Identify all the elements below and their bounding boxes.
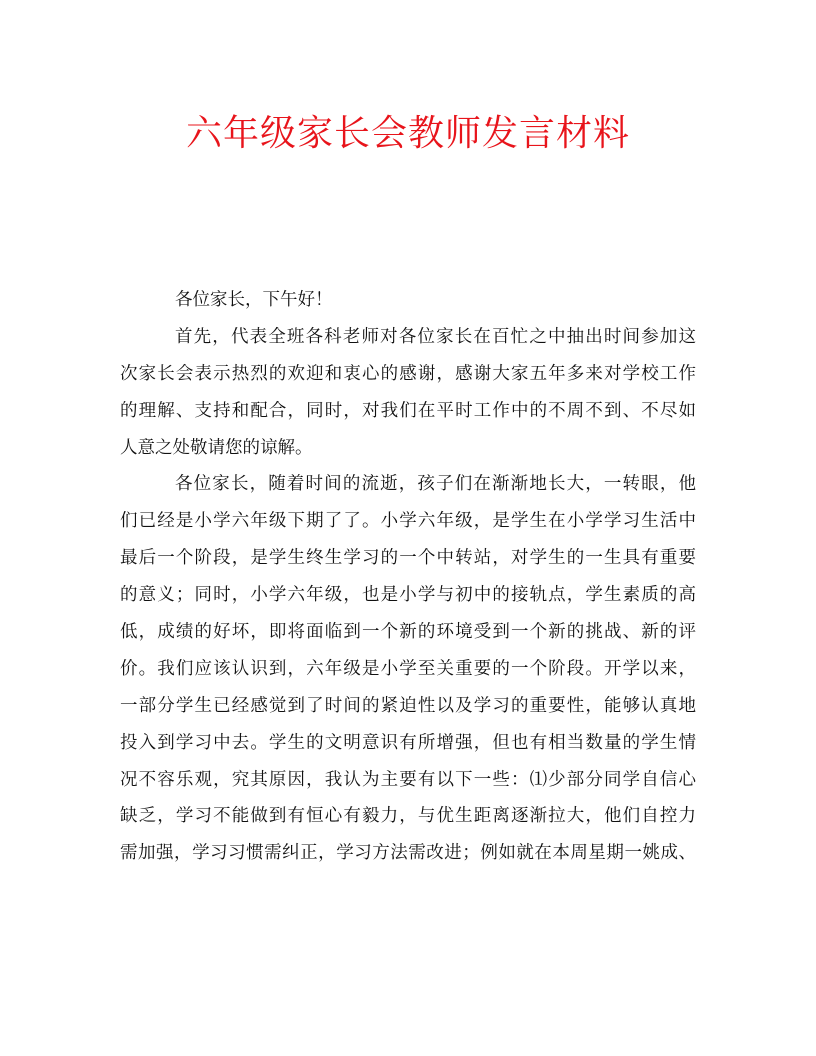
paragraph-line: 投入到学习中去。学生的文明意识有所增强，但也有相当数量的学生情 [120, 732, 696, 753]
paragraph-line: 需加强，学习习惯需纠正，学习方法需改进；例如就在本周星期一姚成、 [120, 843, 696, 864]
paragraph-line: 的意义；同时，小学六年级，也是小学与初中的接轨点，学生素质的高 [120, 585, 696, 606]
paragraph-line: 首先，代表全班各科老师对各位家长在百忙之中抽出时间参加这 [175, 326, 696, 347]
greeting-line: 各位家长，下午好！ [175, 290, 333, 310]
paragraph-line: 价。我们应该认识到，六年级是小学至关重要的一个阶段。开学以来， [120, 658, 696, 679]
paragraph-line: 况不容乐观，究其原因，我认为主要有以下一些：⑴少部分同学自信心 [120, 769, 696, 790]
paragraph-line: 次家长会表示热烈的欢迎和衷心的感谢，感谢大家五年多来对学校工作 [120, 363, 696, 384]
paragraph-line: 最后一个阶段，是学生终生学习的一个中转站，对学生的一生具有重要 [120, 548, 696, 569]
document-body [120, 282, 696, 872]
paragraph-line: 人意之处敬请您的谅解。 [120, 437, 313, 458]
paragraph-line: 一部分学生已经感觉到了时间的紧迫性以及学习的重要性，能够认真地 [120, 695, 696, 716]
paragraph-line: 各位家长，随着时间的流逝，孩子们在渐渐地长大，一转眼，他 [175, 474, 696, 495]
paragraph-line: 低，成绩的好坏，即将面临到一个新的环境受到一个新的挑战、新的评 [120, 622, 696, 643]
paragraph-line: 们已经是小学六年级下期了了。小学六年级，是学生在小学学习生活中 [120, 511, 696, 532]
document-title: 六年级家长会教师发言材料 [185, 113, 630, 154]
paragraph-line: 缺乏，学习不能做到有恒心有毅力，与优生距离逐渐拉大，他们自控力 [120, 806, 696, 827]
paragraph-line: 的理解、支持和配合，同时，对我们在平时工作中的不周不到、不尽如 [120, 400, 696, 421]
